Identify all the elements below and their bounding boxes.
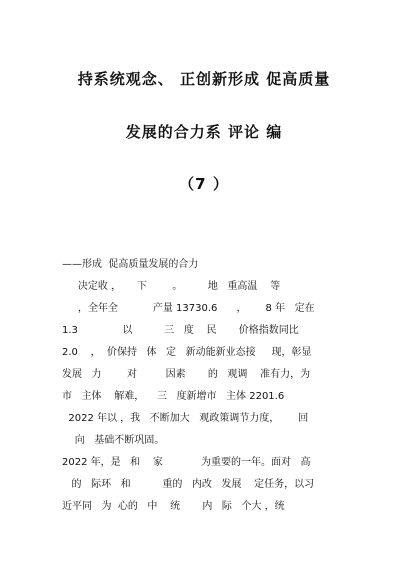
body-line: 1.3 以 三 度 民 价格指数同比 <box>62 325 299 336</box>
body-line: 市 主体 解难， 三 度新增市 主体 2201.6 <box>62 391 285 402</box>
body-line: 决定收 ， 下 。 地 重高温 等 <box>62 281 281 292</box>
body-line: 发展 力 对 因素 的 观调 准有力，为 <box>62 369 311 380</box>
title-line-1: 持系统观念、 正创新形成 促高质量 <box>77 70 331 88</box>
title-line-2: 发展的合力系 评论 编 <box>125 123 283 141</box>
body-line: 向 基础不断巩固。 <box>62 435 165 446</box>
body-line: 近平同 为 心的 中 统 内 际 个大 ，统 <box>62 501 285 512</box>
body-line: 2022 年，是 和 家 为重要的一年。面对 高 <box>62 457 311 468</box>
body-line: 的 际环 和 重的 内改 发展 定任务，以习 <box>62 479 315 490</box>
title-line-3: （7 ） <box>179 175 229 193</box>
section-heading: ——形成 促高质量发展的合力 <box>62 259 199 270</box>
body-line: 2.0 ， 价保持 体 定 新动能新业态接 现，彰显 <box>62 347 312 358</box>
body-line: 2022 年以 ，我 不断加大 观政策调节力度， 回 <box>62 413 309 424</box>
body-line: ，全年全 产量 13730.6 ， 8 年 定在 <box>62 303 315 314</box>
